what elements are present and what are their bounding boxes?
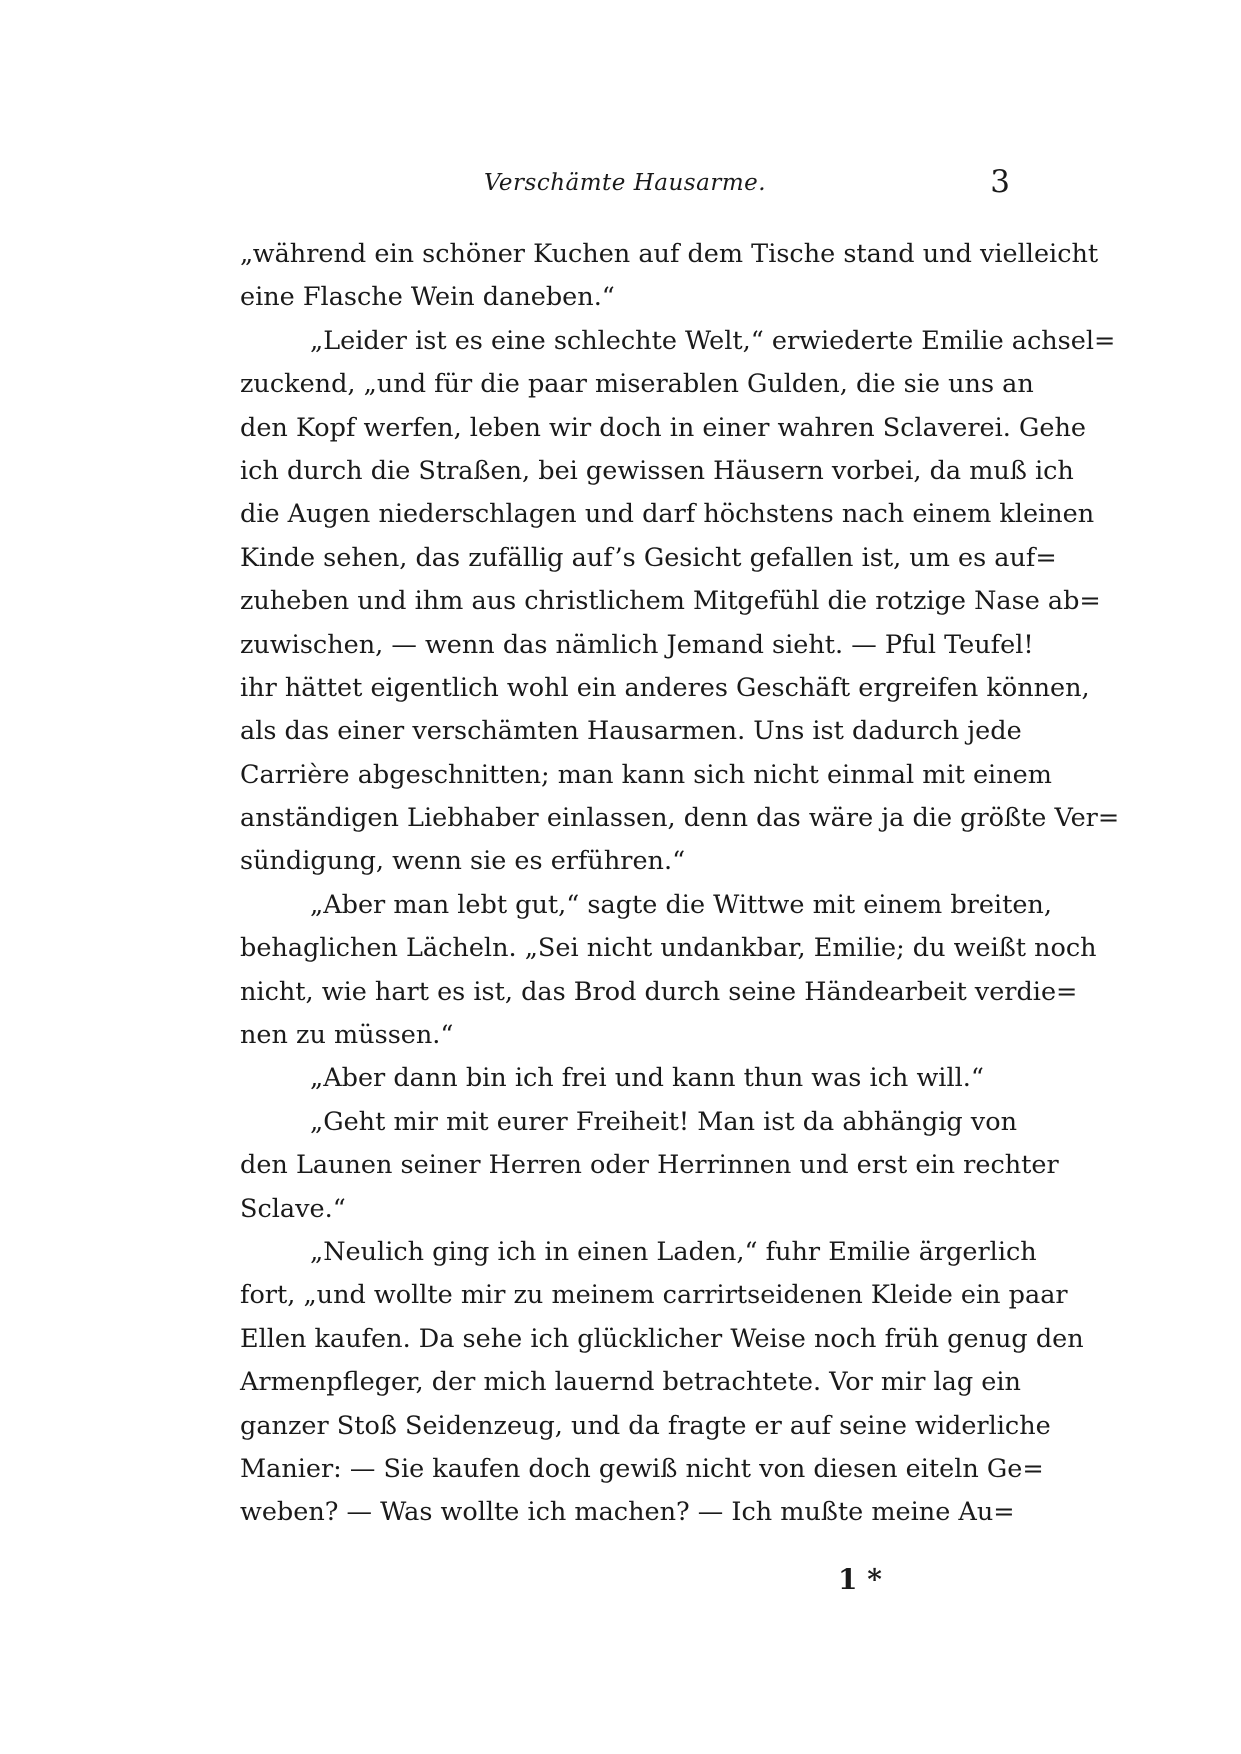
text-line: „Aber dann bin ich frei und kann thun was ich will.“ (310, 1063, 984, 1094)
text-line: Sclave.“ (240, 1193, 346, 1224)
text-line: Carrière abgeschnitten; man kann sich nicht einmal mit einem (240, 759, 1052, 790)
text-line: „Neulich ging ich in einen Laden,“ fuhr Emilie ärgerlich (310, 1236, 1037, 1267)
text-line: nicht, wie hart es ist, das Brod durch seine Händearbeit verdie= (240, 976, 1078, 1007)
page-number: 3 (990, 164, 1010, 200)
text-line: „Geht mir mit eurer Freiheit! Man ist da abhängig von (310, 1106, 1017, 1137)
text-line: behaglichen Lächeln. „Sei nicht undankbar, Emilie; du weißt noch (240, 933, 1097, 964)
text-line: eine Flasche Wein daneben.“ (240, 282, 615, 313)
printer-signature-mark: 1 * (838, 1563, 882, 1596)
text-line: als das einer verschämten Hausarmen. Uns ist dadurch jede (240, 716, 1022, 747)
text-line: Ellen kaufen. Da sehe ich glücklicher Weise noch früh genug den (240, 1323, 1084, 1354)
text-line: nen zu müssen.“ (240, 1020, 454, 1051)
text-line: zuheben und ihm aus christlichem Mitgefühl die rotzige Nase ab= (240, 586, 1101, 617)
text-line: ihr hättet eigentlich wohl ein anderes Geschäft ergreifen können, (240, 672, 1090, 703)
text-line: „während ein schöner Kuchen auf dem Tische stand und vielleicht (240, 239, 1099, 269)
text-line: weben? — Was wollte ich machen? — Ich mußte meine Au= (240, 1497, 1015, 1528)
body-text (240, 233, 1120, 1535)
text-line: den Launen seiner Herren oder Herrinnen und erst ein rechter (240, 1150, 1059, 1181)
text-line: Kinde sehen, das zufällig auf’s Gesicht gefallen ist, um es auf= (240, 542, 1057, 573)
text-line: ich durch die Straßen, bei gewissen Häusern vorbei, da muß ich (240, 455, 1074, 486)
text-line: fort, „und wollte mir zu meinem carrirtseidenen Kleide ein paar (240, 1280, 1068, 1311)
text-line: anständigen Liebhaber einlassen, denn das wäre ja die größte Ver= (240, 803, 1120, 834)
text-line: den Kopf werfen, leben wir doch in einer wahren Sclaverei. Gehe (240, 412, 1086, 443)
text-line: „Aber man lebt gut,“ sagte die Wittwe mit einem breiten, (310, 889, 1052, 920)
text-line: sündigung, wenn sie es erführen.“ (240, 846, 686, 877)
text-line: zuckend, „und für die paar miserablen Gulden, die sie uns an (240, 369, 1034, 400)
text-line: zuwischen, — wenn das nämlich Jemand sieht. — Pful Teufel! (240, 629, 1034, 660)
running-title: Verschämte Hausarme. (483, 170, 767, 196)
text-line: ganzer Stoß Seidenzeug, und da fragte er auf seine widerliche (240, 1410, 1051, 1441)
text-line: die Augen niederschlagen und darf höchstens nach einem kleinen (240, 499, 1095, 530)
text-line: Manier: — Sie kaufen doch gewiß nicht von diesen eiteln Ge= (240, 1453, 1044, 1484)
text-line: Armenpfleger, der mich lauernd betrachtete. Vor mir lag ein (240, 1367, 1021, 1398)
running-head (240, 164, 1010, 210)
text-line: „Leider ist es eine schlechte Welt,“ erwiederte Emilie achsel= (310, 325, 1116, 356)
